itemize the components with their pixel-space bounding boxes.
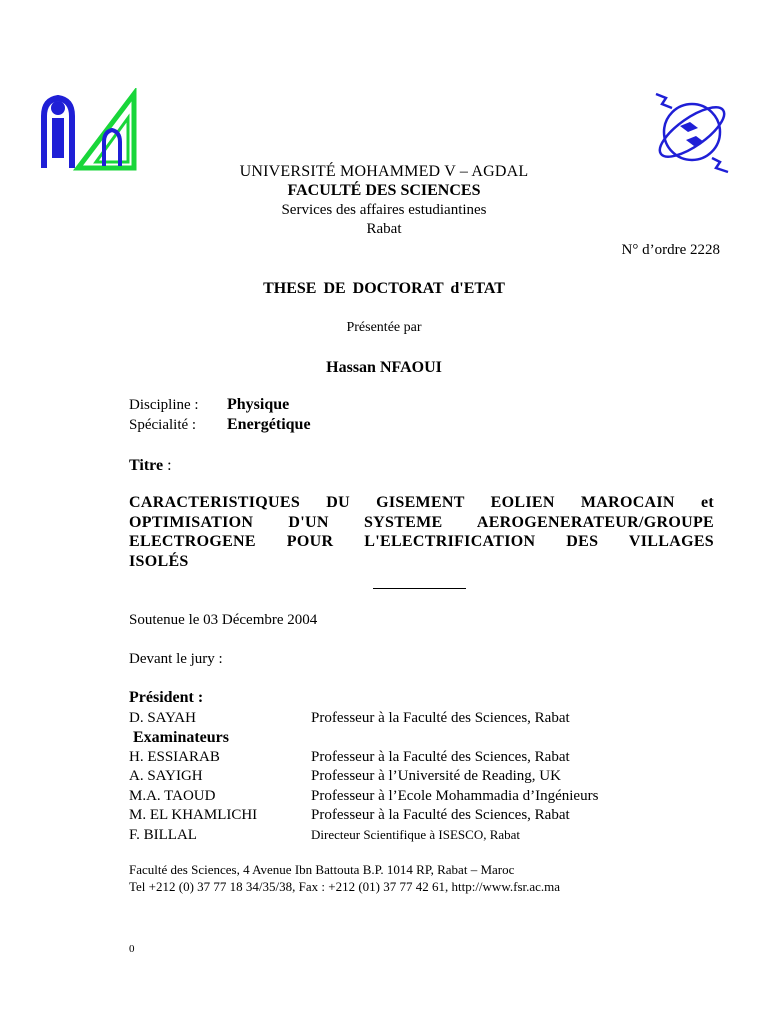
faculty-logo xyxy=(650,88,734,174)
thesis-type: THESE DE DOCTORAT d'ETAT xyxy=(263,280,505,297)
jury-member-name: A. SAYIGH xyxy=(129,768,203,784)
university-logo xyxy=(38,88,138,172)
thesis-title xyxy=(129,493,714,571)
jury-member-desc: Directeur Scientifique à ISESCO, Rabat xyxy=(311,827,521,842)
jury-member-name: H. ESSIARAB xyxy=(129,749,220,765)
jury-member-name: M. EL KHAMLICHI xyxy=(129,807,258,823)
thesis-title-line: OPTIMISATION D'UN SYSTEME AEROGENERATEUR/GROUPE xyxy=(129,513,714,531)
footer-contact: Tel +212 (0) 37 77 18 34/35/38, Fax : +212 (01) 37 77 42 61, http://www.fsr.ac.ma xyxy=(129,879,561,894)
discipline-value: Physique xyxy=(227,396,290,413)
president-label: Président : xyxy=(129,689,204,706)
jury-member-desc: Professeur à l’Ecole Mohammadia d’Ingénieurs xyxy=(311,788,599,804)
jury-member-name: F. BILLAL xyxy=(129,827,197,843)
separator-line xyxy=(373,588,466,589)
jury-examiner-row xyxy=(129,749,729,766)
speciality-row xyxy=(129,416,311,434)
title-label-colon: : xyxy=(163,457,172,474)
title-label-row xyxy=(129,457,172,475)
speciality-value: Energétique xyxy=(227,416,311,433)
jury-member-desc: Professeur à l’Université de Reading, UK xyxy=(311,768,561,784)
jury-examiner-row xyxy=(129,768,729,785)
jury-examiner-row xyxy=(129,807,729,824)
jury-member-desc: Professeur à la Faculté des Sciences, Rabat xyxy=(311,807,570,823)
thesis-title-line: ISOLÉS xyxy=(129,552,189,570)
thesis-title-line: CARACTERISTIQUES DU GISEMENT EOLIEN MAROCAIN et xyxy=(129,494,714,511)
jury-president-row xyxy=(129,710,729,727)
defense-date: Soutenue le 03 Décembre 2004 xyxy=(129,612,318,628)
discipline-label: Discipline : xyxy=(129,397,199,413)
thesis-title-line: ELECTROGENE POUR L'ELECTRIFICATION DES VILLAGES xyxy=(129,533,714,550)
examiners-label: Examinateurs xyxy=(133,729,229,746)
university-name: UNIVERSITÉ MOHAMMED V – AGDAL xyxy=(239,163,529,180)
jury-member-desc: Professeur à la Faculté des Sciences, Rabat xyxy=(311,710,570,726)
discipline-row xyxy=(129,396,289,414)
faculty-name: FACULTÉ DES SCIENCES xyxy=(287,182,481,199)
presented-by: Présentée par xyxy=(346,320,422,335)
city-name: Rabat xyxy=(366,221,402,237)
author-name: Hassan NFAOUI xyxy=(326,359,442,376)
order-number: N° d’ordre 2228 xyxy=(621,242,720,258)
jury-member-desc: Professeur à la Faculté des Sciences, Rabat xyxy=(311,749,570,765)
jury-member-name: M.A. TAOUD xyxy=(129,788,216,804)
services-name: Services des affaires estudiantines xyxy=(281,202,487,218)
title-label: Titre xyxy=(129,457,164,474)
jury-examiner-row xyxy=(129,827,729,844)
jury-member-name: D. SAYAH xyxy=(129,710,196,726)
jury-intro: Devant le jury : xyxy=(129,651,223,667)
jury-examiner-row xyxy=(129,788,729,805)
speciality-label: Spécialité : xyxy=(129,417,197,433)
footer-address: Faculté des Sciences, 4 Avenue Ibn Battouta B.P. 1014 RP, Rabat – Maroc xyxy=(129,862,515,877)
page-number: 0 xyxy=(129,943,135,955)
